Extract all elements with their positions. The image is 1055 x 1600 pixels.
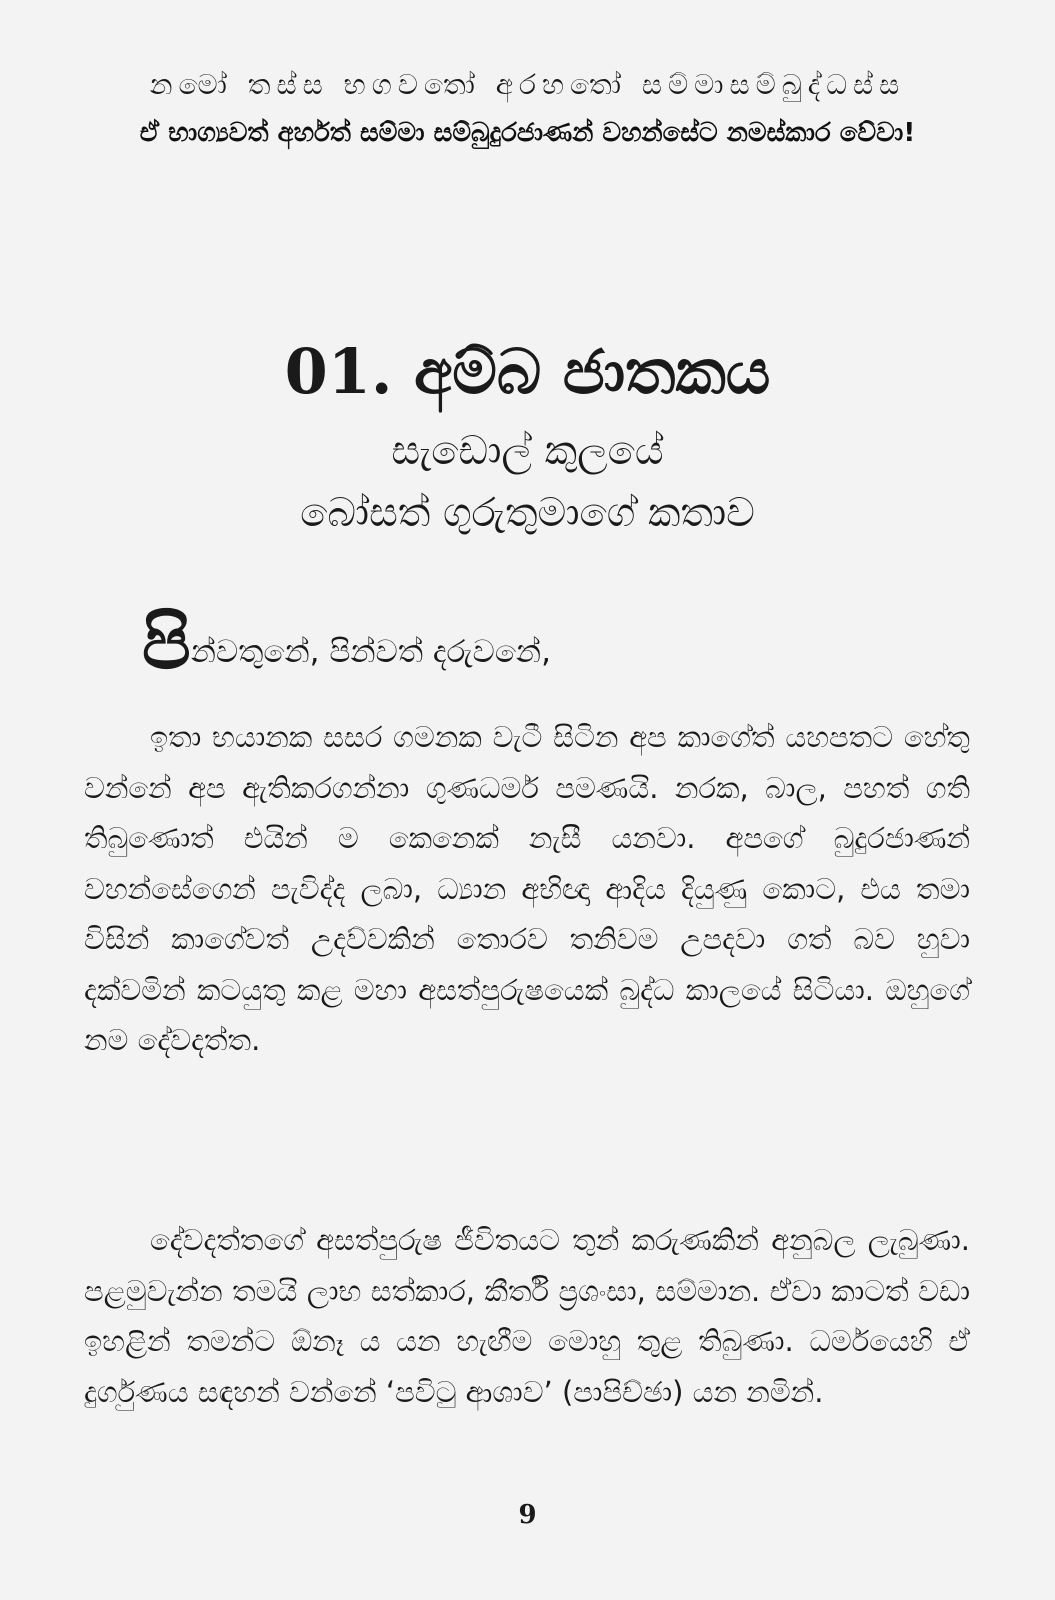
chapter-title-text: අම්බ ජාතකය [414,335,771,408]
chapter-title [60,335,995,409]
paragraph-1-text: ඉතා භයානක සසර ගමනක වැටී සිටින අප කාගේත් යහපතට හේතු වන්නේ අප ඇතිකරගන්නා ගුණධර්ම පමණයි. නරක, බාල, පහත් ගති තිබුණොත් එයින් ම කෙනෙක් නැසී යනවා. අපගේ බුදුරජාණන් වහන්සේගෙන් පැවිද්ද ලබා, ධ්‍යාන අභිඥා ආදිය දියුණු කොට, එය තමා විසින් කාගේවත් උදව්වකින් තොරව තනිවම උපදවා ගත් බව හුවා දක්වමින් කටයුතු කළ මහා අසත්පුරුෂයෙක් බුද්ධ කාලයේ සිටියා. ඔහුගේ නම දේවදත්ත. [84,720,970,1057]
salutation-text: න්වතුනේ, පින්වත් දරුවනේ, [190,634,551,670]
homage-line-sinhala: ඒ භාග්‍යවත් අර්හත් සම්මා සම්බුදුරජාණන් වහන්සේට නමස්කාර වේවා! [139,118,916,148]
homage-line-pali: නමෝ තස්ස භගවතෝ අරහතෝ සම්මාසම්බුද්ධස්ස [149,68,906,101]
paragraph-2-text: දේවදත්තගේ අසත්පුරුෂ ජීවිතයට තුන් කරුණකින් අනුබල ලැබුණා. පළමුවැන්න තමයි ලාභ සත්කාර, කීර්ති ප්‍රශංසා, සම්මාන. ඒවා කාටත් වඩා ඉහළින් තමන්ට ඕනෑ ය යන හැඟීම මොහු තුළ තිබුණා. ධර්මයෙහි ඒ දුර්ගුණය සඳහන් වන්නේ ‘පවිටු ආශාව’ (පාපිච්ඡා) යන නමින්. [84,1223,970,1409]
chapter-subtitle-line-1: සැඩොල් කුලයේ [391,428,664,474]
chapter-subtitle-line-2: බෝසත් ගුරුතුමාගේ කතාව [300,490,755,536]
paragraph-2 [84,1215,970,1417]
salutation [142,601,962,687]
paragraph-1 [84,712,970,1066]
chapter-number: 01. [284,335,393,408]
page-number: 9 [518,1500,537,1530]
drop-cap: පි [142,601,191,685]
